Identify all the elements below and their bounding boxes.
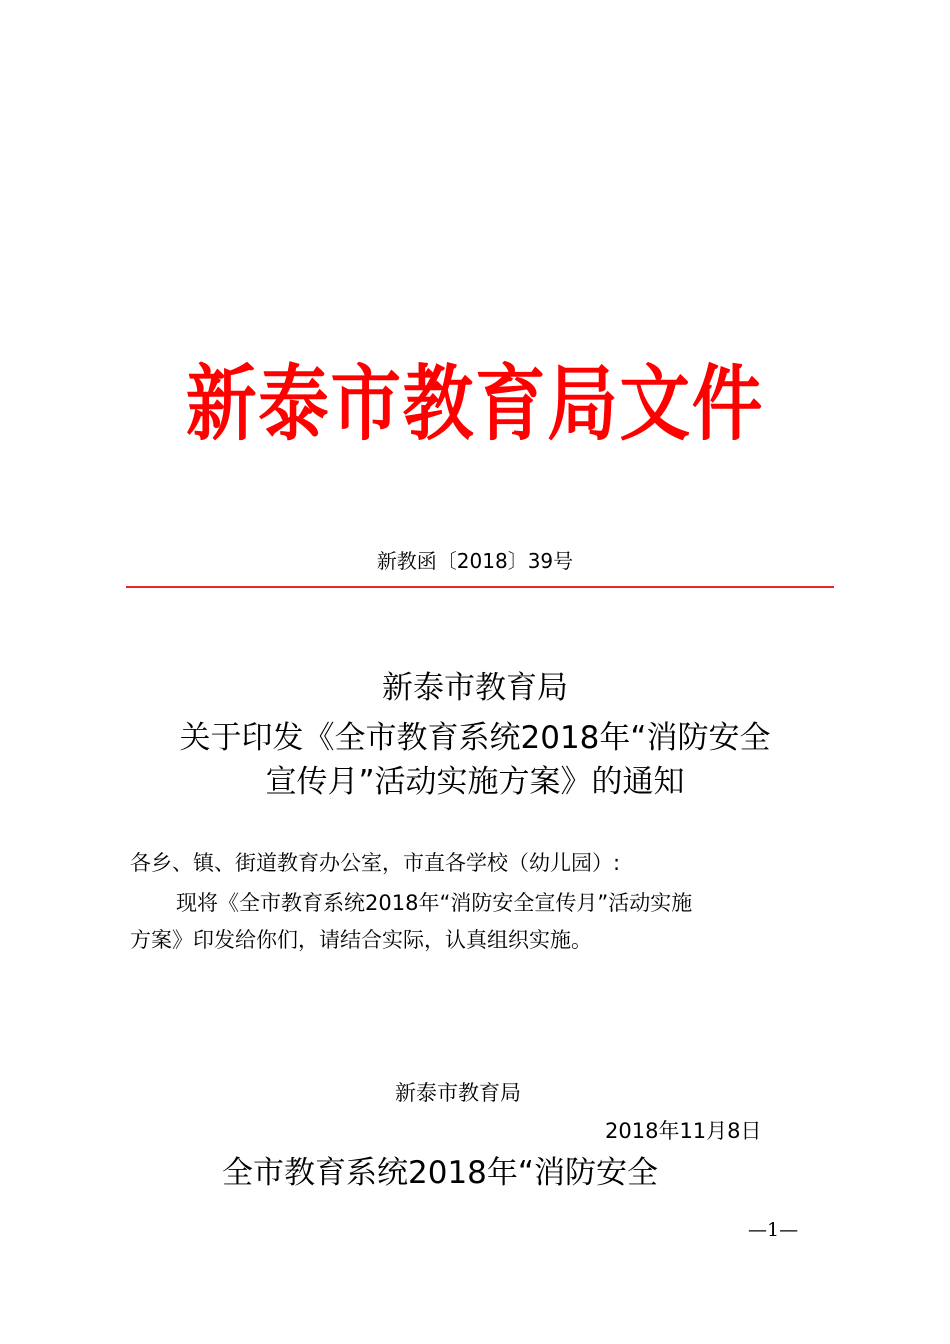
red-divider bbox=[126, 586, 834, 588]
attachment-title: 全市教育系统2018年“消防安全 bbox=[222, 1155, 658, 1191]
notice-title-line-3: 宣传月”活动实施方案》的通知 bbox=[265, 764, 685, 800]
signature-organization: 新泰市教育局 bbox=[395, 1081, 521, 1105]
notice-title-line-2: 关于印发《全市教育系统2018年“消防安全 bbox=[179, 720, 771, 756]
document-header-title: 新泰市教育局文件 bbox=[186, 357, 764, 452]
notice-title-line-1: 新泰市教育局 bbox=[382, 670, 568, 706]
body-text-line-2: 方案》印发给你们，请结合实际，认真组织实施。 bbox=[130, 928, 592, 952]
page-number: —1— bbox=[748, 1219, 799, 1241]
document-number: 新教函〔2018〕39号 bbox=[376, 549, 574, 573]
body-text-line-1: 现将《全市教育系统2018年“消防安全宣传月”活动实施 bbox=[176, 891, 693, 915]
addressee: 各乡、镇、街道教育办公室，市直各学校（幼儿园）: bbox=[130, 851, 621, 875]
signature-date: 2018年11月8日 bbox=[605, 1119, 762, 1143]
